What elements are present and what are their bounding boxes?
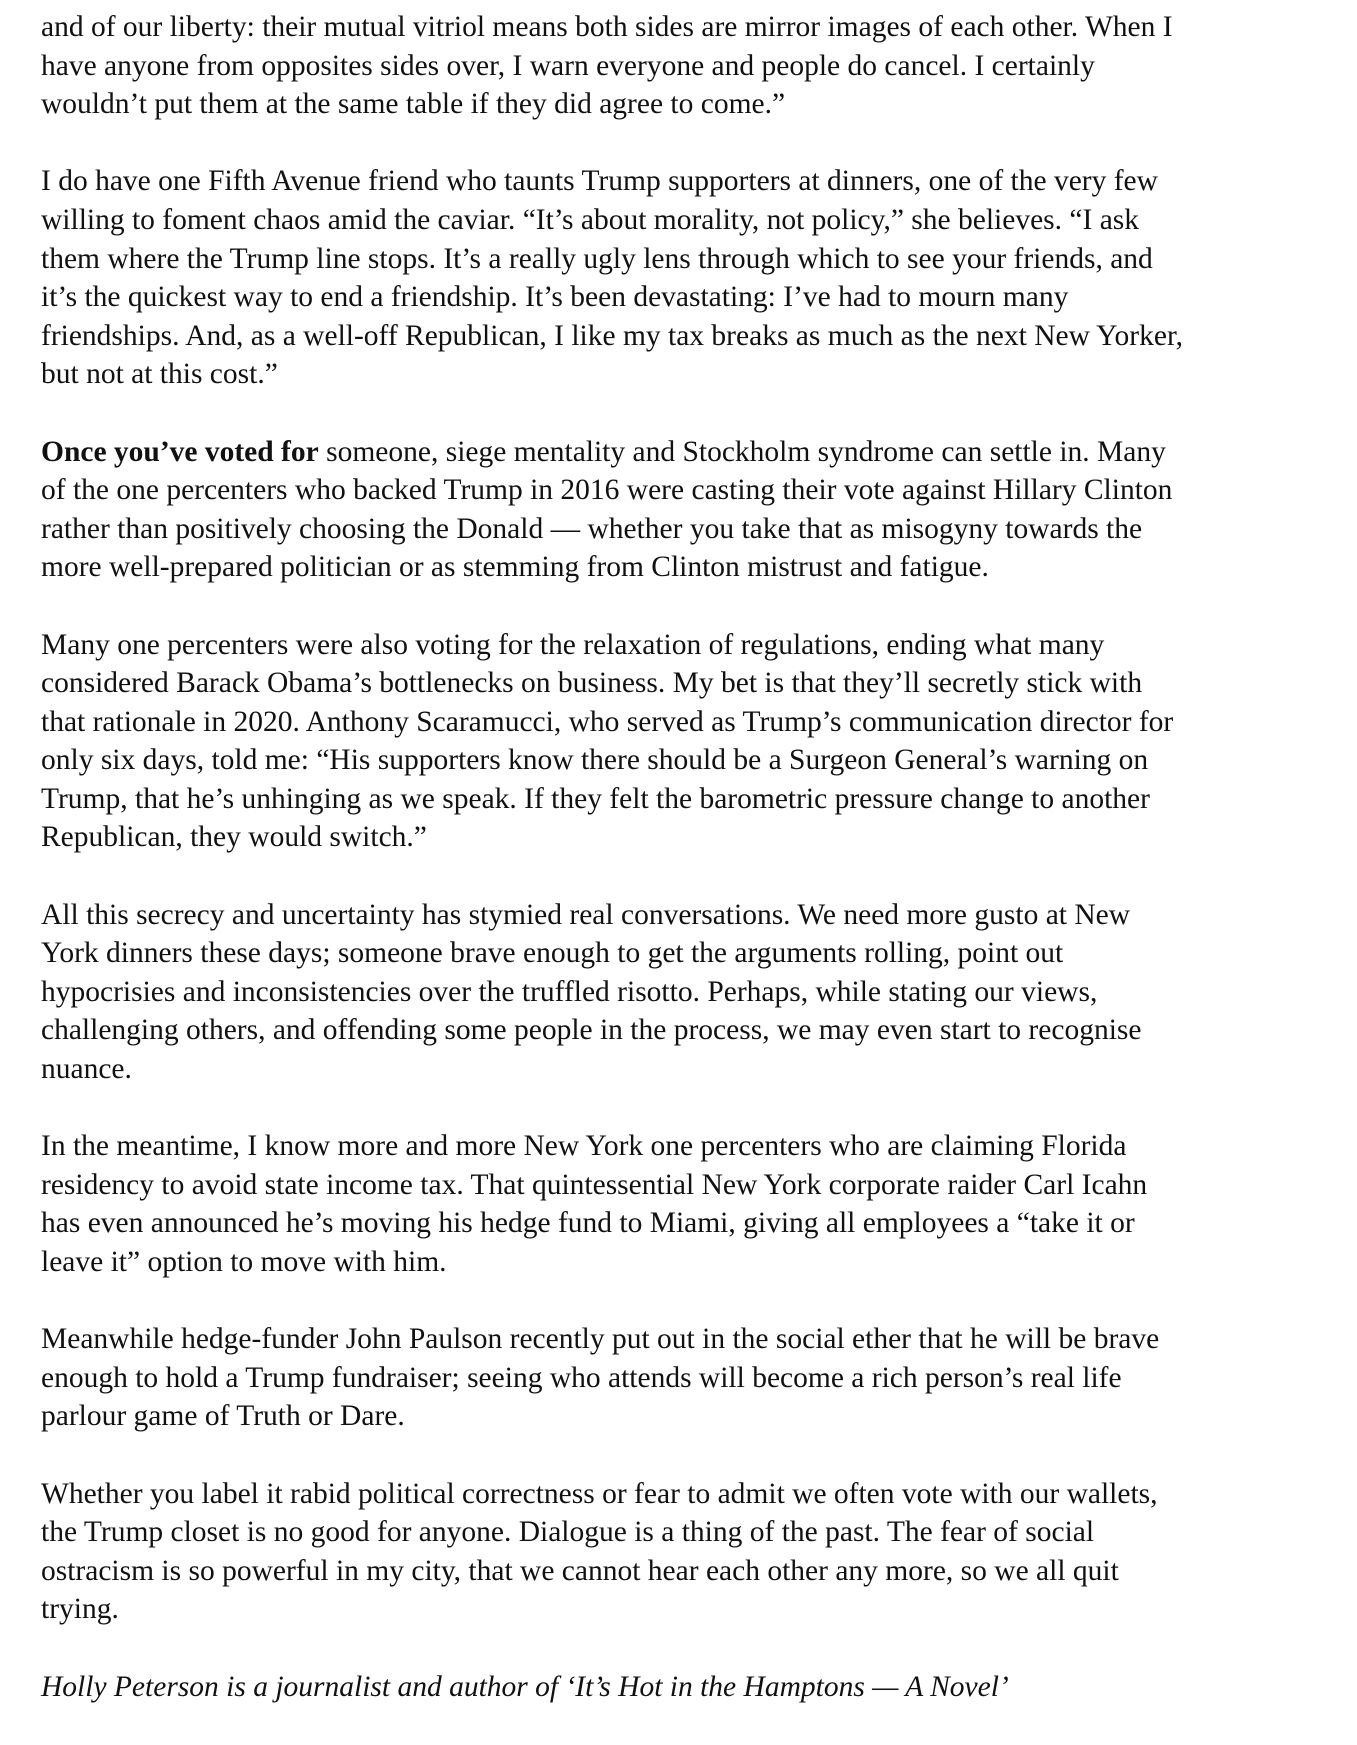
text-line: challenging others, and offending some people in the process, we may even start to recognise	[41, 1014, 1142, 1047]
text-line: rather than positively choosing the Donald — whether you take that as misogyny towards the	[41, 512, 1143, 545]
paragraph-3	[41, 433, 1341, 587]
text-line: enough to hold a Trump fundraiser; seeing who attends will become a rich person’s real life	[41, 1361, 1122, 1394]
text-line: I do have one Fifth Avenue friend who taunts Trump supporters at dinners, one of the very few	[41, 165, 1158, 198]
text-line: has even announced he’s moving his hedge fund to Miami, giving all employees a “take it or	[41, 1207, 1135, 1240]
text-line: of the one percenters who backed Trump in 2016 were casting their vote against Hillary Clinton	[41, 474, 1173, 507]
text-line: them where the Trump line stops. It’s a really ugly lens through which to see your friends, and	[41, 242, 1153, 275]
text-line: hypocrisies and inconsistencies over the truffled risotto. Perhaps, while stating our views,	[41, 975, 1098, 1008]
author-byline	[41, 1668, 1341, 1707]
text-line: have anyone from opposites sides over, I warn everyone and people do cancel. I certainly	[41, 49, 1095, 82]
text-line: the Trump closet is no good for anyone. Dialogue is a thing of the past. The fear of social	[41, 1516, 1095, 1549]
text-line: Many one percenters were also voting for the relaxation of regulations, ending what many	[41, 628, 1105, 661]
text-line: wouldn’t put them at the same table if they did agree to come.”	[41, 88, 786, 121]
text-line: it’s the quickest way to end a friendship. It’s been devastating: I’ve had to mourn many	[41, 281, 1069, 314]
text-line: more well-prepared politician or as stemming from Clinton mistrust and fatigue.	[41, 551, 989, 584]
article-page	[41, 8, 1341, 1745]
paragraph-2	[41, 162, 1341, 394]
text-line: willing to foment chaos amid the caviar. “It’s about morality, not policy,” she believes. “I ask	[41, 203, 1140, 236]
lead-line-rest: someone, siege mentality and Stockholm syndrome can settle in. Many	[318, 435, 1166, 468]
bold-lead-in: Once you’ve voted for	[41, 435, 319, 468]
text-line: friendships. And, as a well-off Republican, I like my tax breaks as much as the next New Yorker,	[41, 319, 1183, 352]
paragraph-8	[41, 1475, 1341, 1629]
text-line: ostracism is so powerful in my city, that we cannot hear each other any more, so we all quit	[41, 1554, 1119, 1587]
text-line: York dinners these days; someone brave enough to get the arguments rolling, point out	[41, 937, 1064, 970]
text-line: parlour game of Truth or Dare.	[41, 1400, 405, 1433]
text-line: residency to avoid state income tax. That quintessential New York corporate raider Carl Icahn	[41, 1168, 1148, 1201]
paragraph-4	[41, 626, 1341, 858]
text-line: Whether you label it rabid political correctness or fear to admit we often vote with our wallets,	[41, 1477, 1158, 1510]
text-line: leave it” option to move with him.	[41, 1246, 447, 1278]
paragraph-6	[41, 1127, 1341, 1281]
paragraph-7	[41, 1320, 1341, 1436]
text-line: Republican, they would switch.”	[41, 821, 427, 854]
text-line: and of our liberty: their mutual vitriol means both sides are mirror images of each other. When I	[41, 11, 1173, 43]
text-line: nuance.	[41, 1053, 132, 1086]
text-line: that rationale in 2020. Anthony Scaramucci, who served as Trump’s communication director for	[41, 705, 1174, 738]
byline-text: Holly Peterson is a journalist and author of ‘It’s Hot in the Hamptons — A Novel’	[41, 1670, 1009, 1703]
paragraph-1	[41, 8, 1341, 124]
text-line: trying.	[41, 1593, 119, 1626]
text-line: In the meantime, I know more and more New York one percenters who are claiming Florida	[41, 1130, 1127, 1163]
text-line: Meanwhile hedge-funder John Paulson recently put out in the social ether that he will be brave	[41, 1323, 1160, 1356]
paragraph-5	[41, 896, 1341, 1089]
text-line: All this secrecy and uncertainty has stymied real conversations. We need more gusto at New	[41, 898, 1131, 931]
text-line: Trump, that he’s unhinging as we speak. If they felt the barometric pressure change to another	[41, 782, 1150, 815]
text-line: only six days, told me: “His supporters know there should be a Surgeon General’s warning on	[41, 744, 1149, 777]
text-line: considered Barack Obama’s bottlenecks on business. My bet is that they’ll secretly stick with	[41, 667, 1143, 700]
text-line: but not at this cost.”	[41, 358, 278, 391]
text-line	[41, 433, 1341, 472]
